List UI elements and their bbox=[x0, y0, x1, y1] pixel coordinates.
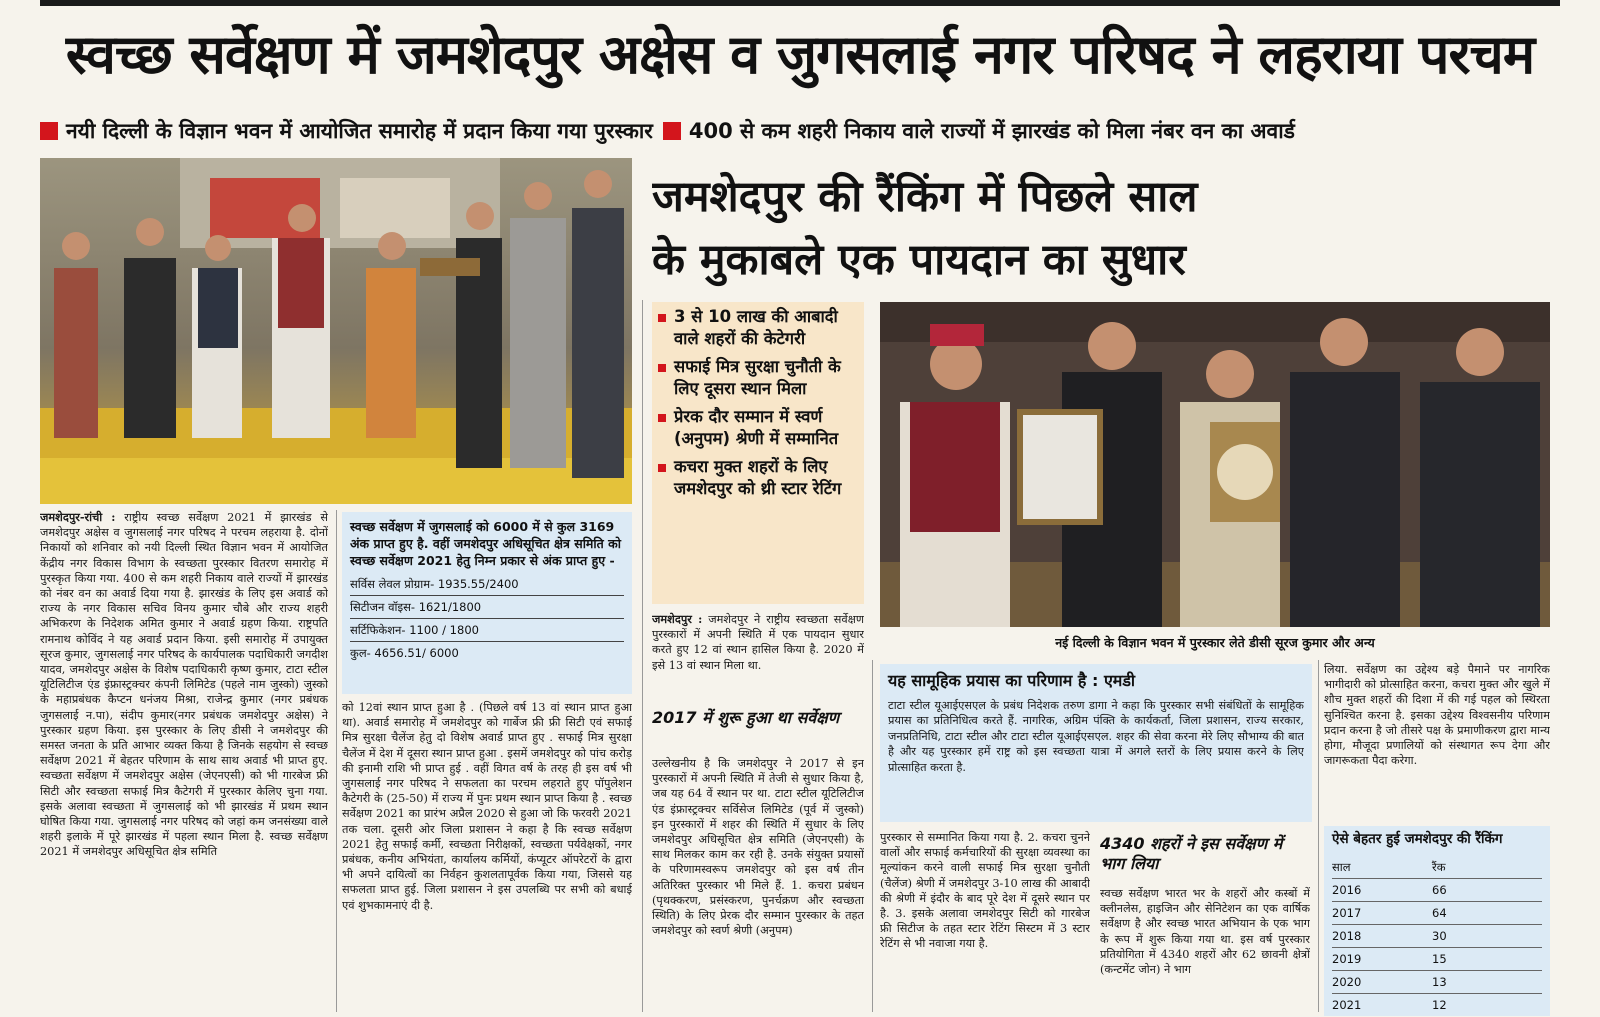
dateline: जमशेदपुर-रांची : bbox=[40, 510, 116, 524]
subhead-4340: 4340 शहरों ने इस सर्वेक्षण में भाग लिया bbox=[1100, 834, 1283, 873]
article-column-3 bbox=[652, 612, 864, 704]
score-intro: स्वच्छ सर्वेक्षण में जुगसलाई को 6000 में से कुल 3169 अंक प्राप्त हुए है. वहीं जमशेदपुर अधिसूचित क्षेत्र समिति को स्वच्छ सर्वेक्षण 2021 हेतु निम्न प्रकार से अंक प्राप्त हुए - bbox=[350, 519, 621, 568]
photo-caption: नई दिल्ली के विज्ञान भवन में पुरस्कार लेते डीसी सूरज कुमार और अन्य bbox=[1055, 635, 1375, 650]
ranking-row: 2018 30 bbox=[1332, 925, 1542, 948]
award-photo-right bbox=[880, 302, 1550, 627]
bullet-square-icon bbox=[658, 464, 666, 472]
ranking-row: 2016 66 bbox=[1332, 879, 1542, 902]
bullet-square-icon bbox=[658, 314, 666, 322]
ranking-row: 2017 64 bbox=[1332, 902, 1542, 925]
bullet-square-icon bbox=[663, 122, 681, 140]
score-row: सिटीजन वॉइस- 1621/1800 bbox=[350, 596, 624, 619]
column-rule bbox=[642, 300, 643, 1012]
article-text: जमशेदपुर ने राष्ट्रीय स्वच्छता सर्वेक्षण पुरस्कारों में अपनी स्थिति में एक पायदान सुधार करते हुए 12 वां स्थान हासिल किया है. 2020 में इसे 13 वां स्थान मिला था. bbox=[652, 613, 864, 672]
bullet-square-icon bbox=[40, 122, 58, 140]
top-rule bbox=[40, 0, 1560, 6]
highlight-item: 3 से 10 लाख की आबादी वाले शहरों की केटेगरी bbox=[658, 306, 858, 350]
md-quote-text: टाटा स्टील यूआईएसएल के प्रबंध निदेशक तरुण डागा ने कहा कि पुरस्कार सभी संबंधितों के सामूहिक प्रयास का प्रतिनिधित्व करते हैं. नागरिक, अग्रिम पंक्ति के कार्यकर्ता, जिला प्रशासन, राज्य सरकार, जनप्रतिनिधि, टाटा स्टील और टाटा स्टील यूआईएसएल. शहर की सेवा करना मेरे लिए सौभाग्य की बात है और यह पुरस्कार हमें राष्ट्र को इस स्वच्छता यात्रा में अगले स्तरों के लिए प्रयास करने के लिए प्रोत्साहित करता है. bbox=[888, 699, 1304, 774]
article-column-1 bbox=[40, 510, 328, 1010]
score-row: कुल- 4656.51/ 6000 bbox=[350, 646, 459, 660]
article-column-6: स्वच्छ सर्वेक्षण भारत भर के शहरों और कस्बों में क्लीनलेस, हाइजिन और सेनिटेशन का एक वार्षिक सर्वेक्षण है और स्वच्छ भारत अभियान के एक भाग के रूप में शुरू किया गया था. इस वर्ष पुरस्कार प्रतियोगिता में 4340 शहरों और 62 छावनी क्षेत्रों (कन्टमेंट जोन) ने भाग bbox=[1100, 887, 1310, 977]
score-info-box bbox=[342, 512, 632, 694]
article-column-3b: उल्लेखनीय है कि जमशेदपुर ने 2017 से इन पुरस्कारों में अपनी स्थिति में तेजी से सुधार किया है, जब यह 64 वें स्थान पर था. टाटा स्टील यूटिलिटीज एंड इंफ्रास्ट्रक्चर सर्विसेज लिमिटेड (पूर्व में जुस्को) इन पुरस्कारों में शहर की स्थिति में सुधार के लिए जमशेदपुर अधिसूचित क्षेत्र समिति (जेएनएसी) के साथ मिलकर काम कर रही है. उनके संयुक्त प्रयासों के परिणामस्वरूप जमशेदपुर को इस वर्ष तीन अतिरिक्त पुरस्कार भी मिले हैं. 1. कचरा प्रबंधन (पृथक्करण, प्रसंस्करण, पुनर्चक्रण और स्वच्छता स्थिति) के लिए प्रेरक दौर सम्मान पुरस्कार के तहत जमशेदपुर को स्वर्ण श्रेणी (अनुपम) bbox=[652, 757, 864, 938]
article-text: राष्ट्रीय स्वच्छ सर्वेक्षण 2021 में झारखंड से जमशेदपुर अक्षेस व जुगसलाई नगर परिषद ने परचम लहराया है. दोनों निकायों को शनिवार को नयी दिल्ली स्थित विज्ञान भवन में आयोजित केंद्रीय नगर विकास विभाग के स्वच्छता पुरस्कार वितरण समारोह में पुरस्कृत किया गया. 400 से कम शहरी निकाय वाले राज्यों में झारखंड को नंबर वन का अवार्ड दिया गया है. झारखंड के लिए इस अवार्ड को राज्य के नगर विकास सचिव विनय कुमार चौबे और राज्य शहरी अभिकरण के निदेशक अमित कुमार ने अवार्ड ग्रहण किया. राष्ट्रपति रामनाथ कोविंद ने यह अवार्ड प्रदान किया. इसी समारोह में उपायुक्त सूरज कुमार, जुगसलाई नगर परिषद के कार्यपालक पदाधिकारी जगदीश यादव, जमशेदपुर अक्षेस के विशेष पदाधिकारी कृष्ण कुमार, टाटा स्टील यूटिलिटीज एंड इंफ्रास्ट्रक्चर कंपनी लिमिटेड (पहले नाम जुस्को) जुस्को के महाप्रबंधक कैप्टन धनंजय मिश्रा, राजेन्द्र कुमार (नगर प्रबंधक जुगसलाई न.पा), संदीप कुमार(नगर प्रबंधक जमशेदपुर अक्षेस) ने पुरस्कार ग्रहण किया. इस पुरस्कार के लिए डीसी ने जमशेदपुर की समस्त जनता के प्रति आभार व्यक्त किया है जिनके सहयोग से स्वच्छ सर्वेक्षण 2021 में बेहतर परिणाम के साथ साथ अवार्ड भी प्राप्त हुए. स्वच्छता सर्वेक्षण में जमशेदपुर अक्षेस (जेएनएसी) को भी गारबेज फ्री सिटी और स्वच्छता सफाई मित्र कैटेगरी में पुरस्कार केलिए चुना गया. इसके अलावा स्वच्छता में जुगसलाई को भी झारखंड में प्रथम स्थान घोषित किया गया. जुगसलाई नगर परिषद को जहां कम जनसंख्या वाले शहरी इलाके में पूरे झारखंड में पहला स्थान मिला है. स्वच्छ सर्वेक्षण 2021 में जमशेदपुर अधिसूचित क्षेत्र समिति bbox=[40, 511, 328, 859]
score-row: सर्टिफिकेशन- 1100 / 1800 bbox=[350, 619, 624, 642]
bullet-square-icon bbox=[658, 414, 666, 422]
ranking-row: 2020 13 bbox=[1332, 971, 1542, 994]
ranking-row: 2019 15 bbox=[1332, 948, 1542, 971]
headline2-line: के मुकाबले एक पायदान का सुधार bbox=[652, 235, 1186, 285]
ranking-header: साल रैंक bbox=[1332, 856, 1542, 879]
article-column-7: लिया. सर्वेक्षण का उद्देश्य बड़े पैमाने पर नागरिक भागीदारी को प्रोत्साहित करना, कचरा मुक्त और खुले में शौच मुक्त शहरों की दिशा में की गई पहल को स्थिरता सुनिश्चित करना है. इसका उद्देश्य विश्वसनीय परिणाम प्रदान करना है जो तीसरे पक्ष के प्रमाणीकरण द्वारा मान्य होगा, मौजूदा प्रणालियों को संस्थागत रूप देगा और जागरूकता पैदा करेगा. bbox=[1324, 663, 1550, 768]
ceremony-photo-left bbox=[40, 158, 632, 504]
md-quote-box bbox=[880, 664, 1312, 822]
ranking-title: ऐसे बेहतर हुई जमशेदपुर की रैंकिंग bbox=[1332, 831, 1503, 847]
column-rule bbox=[336, 510, 337, 1012]
column-rule bbox=[1318, 660, 1319, 1012]
md-quote-title: यह सामूहिक प्रयास का परिणाम है : एमडी bbox=[888, 671, 1136, 690]
article-column-2: को 12वां स्थान प्राप्त हुआ है . (पिछले वर्ष 13 वां स्थान प्राप्त हुआ था). अवार्ड समारोह में जमशेदपुर को गार्बेज फ्री फ्री सिटी एवं सफाई मित्र सुरक्षा चैलेंज हेतु दो विशेष अवार्ड प्राप्त हुए . सफाई मित्र सुरक्षा चैलेंज में देश में दूसरा स्थान प्राप्त हुआ . इसमें जमशेदपुर को पांच करोड़ की इनामी राशि भी प्राप्त हुई . वहीं विगत वर्ष के तरह ही इस वर्ष भी जुगसलाई नगर परिषद ने सफलता का परचम लहराते हुए पॉपुलेशन कैटेगरी के (25-50) में राज्य में पुनः प्रथम स्थान प्राप्त किया है . स्वच्छ सर्वेक्षण 2021 का प्रारंभ अप्रैल 2020 से हुआ जो कि फरवरी 2021 तक चला. दूसरी ओर जिला प्रशासन ने कहा है कि स्वच्छ सर्वेक्षण 2021 हेतु सफाई कर्मी, स्वच्छता निरीक्षकों, स्वच्छता पर्यवेक्षकों, नगर प्रबंधक, कनीय अभियंता, कार्यालय कर्मियों, कंप्यूटर ऑपरेटरों के द्वारा भी अपने दायित्वों का निर्वहन कुशलतापूर्वक किया गया, जिससे यह सफलता प्राप्त हुई. जिला प्रशासन ने इस उपलब्धि पर सभी को बधाई एवं शुभकामनाएं दी है. bbox=[342, 701, 632, 912]
main-headline: स्वच्छ सर्वेक्षण में जमशेदपुर अक्षेस व जुगसलाई नगर परिषद ने लहराया परचम bbox=[65, 23, 1535, 86]
highlight-item: प्रेरक दौर सम्मान में स्वर्ण (अनुपम) श्रेणी में सम्मानित bbox=[658, 406, 858, 450]
ranking-row: 2021 12 bbox=[1332, 994, 1542, 1016]
subdeck-item: नयी दिल्ली के विज्ञान भवन में आयोजित समारोह में प्रदान किया गया पुरस्कार bbox=[66, 119, 653, 143]
bullet-square-icon bbox=[658, 364, 666, 372]
article-column-5: पुरस्कार से सम्मानित किया गया है. 2. कचरा चुनने वालों और सफाई कर्मचारियों की सुरक्षा व्यवस्था का मूल्यांकन करने वाली सफाई मित्र सुरक्षा चुनौती (चैलेंज) श्रेणी में जमशेदपुर 3-10 लाख की आबादी की श्रेणी में इंदौर के बाद पूरे देश में दूसरे स्थान पर है. 3. इसके अलावा जमशेदपुर सिटी को गारबेज फ्री सिटीज के तहत स्टार रेटिंग सिस्टम में 3 स्टार रेटिंग से भी नवाजा गया है. bbox=[880, 831, 1090, 951]
column-rule bbox=[872, 660, 873, 1012]
headline2-line: जमशेदपुर की रैंकिंग में पिछले साल bbox=[652, 172, 1198, 222]
highlights-box bbox=[652, 302, 864, 604]
second-headline bbox=[652, 166, 1552, 296]
score-row: सर्विस लेवल प्रोग्राम- 1935.55/2400 bbox=[350, 573, 624, 596]
ranking-table bbox=[1324, 826, 1550, 1016]
subdeck-item: 400 से कम शहरी निकाय वाले राज्यों में झारखंड को मिला नंबर वन का अवार्ड bbox=[688, 119, 1295, 143]
highlight-item: सफाई मित्र सुरक्षा चुनौती के लिए दूसरा स्थान मिला bbox=[658, 356, 858, 400]
dateline: जमशेदपुर : bbox=[652, 612, 703, 626]
highlight-item: कचरा मुक्त शहरों के लिए जमशेदपुर को थ्री स्टार रेटिंग bbox=[658, 456, 858, 500]
subhead-2017: 2017 में शुरू हुआ था सर्वेक्षण bbox=[652, 708, 840, 727]
sub-deck bbox=[40, 112, 1560, 150]
